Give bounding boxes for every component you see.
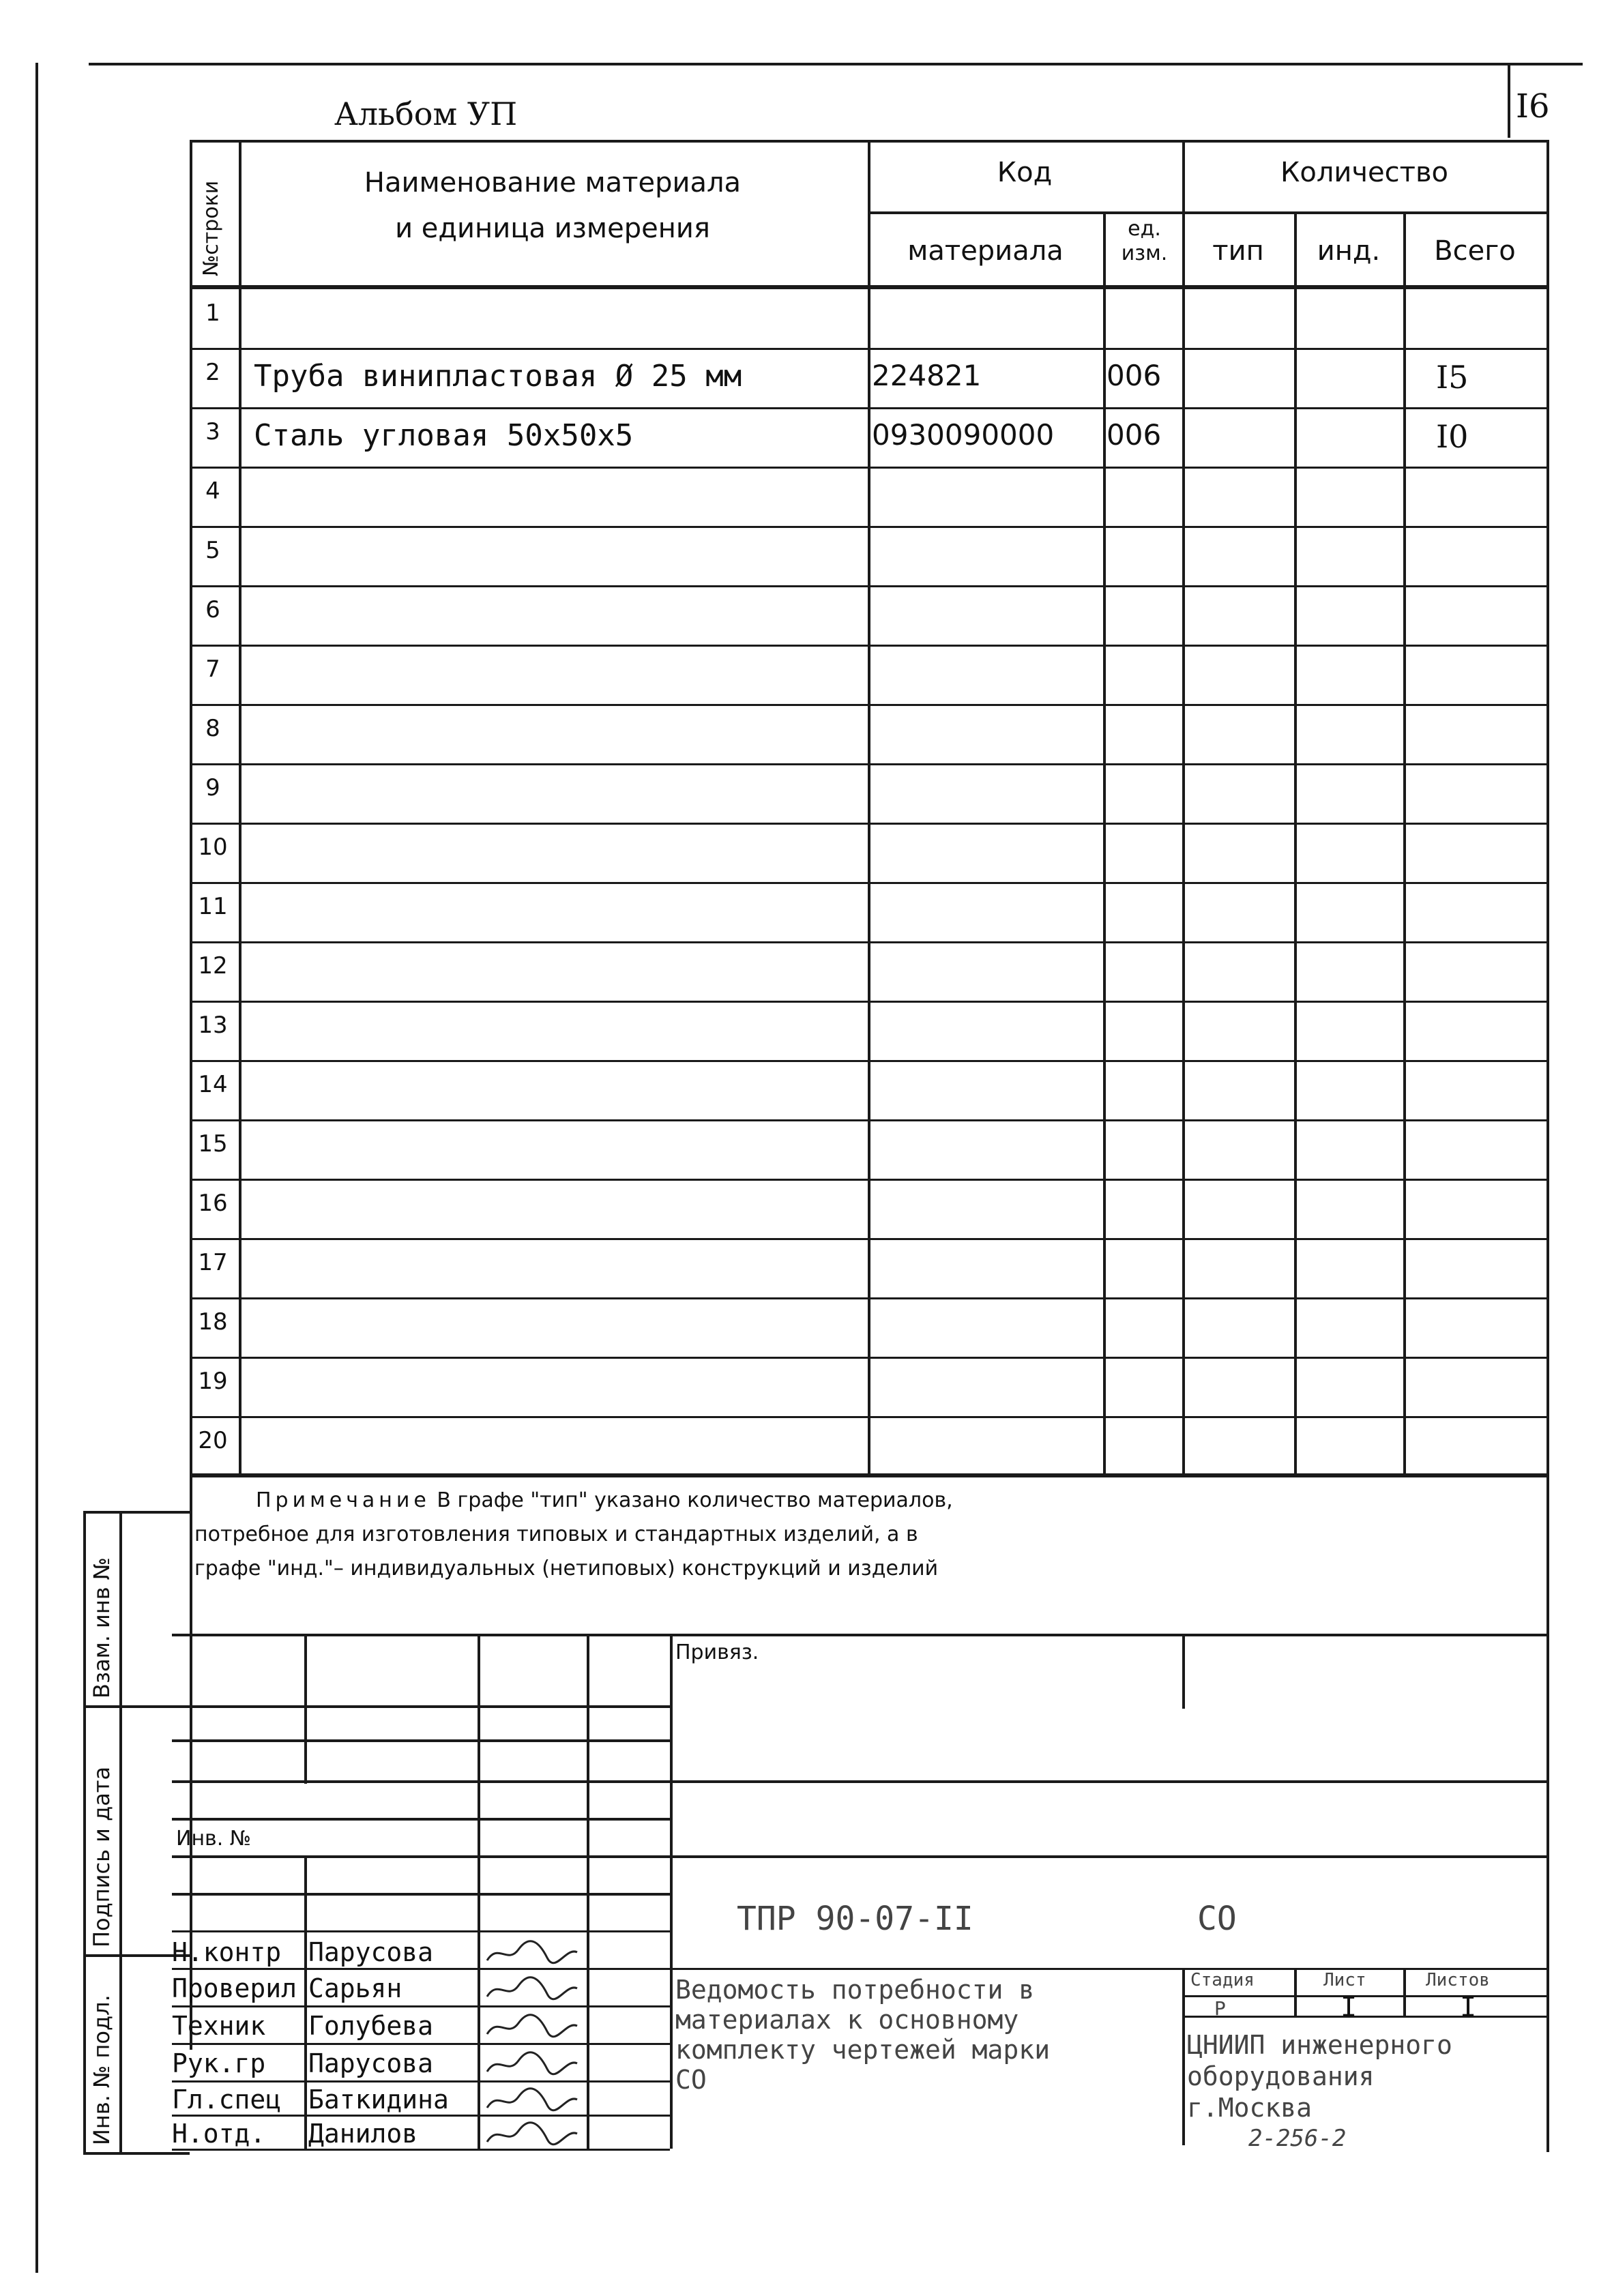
handwritten-signature xyxy=(484,2119,580,2150)
row-number: 19 xyxy=(198,1368,228,1395)
material-name: Труба винипластовая Ø 25 мм xyxy=(254,359,742,394)
row-number-header: №строки xyxy=(199,180,223,276)
material-name: Сталь угловая 50х50х5 xyxy=(254,418,634,453)
note-lead: Примечание xyxy=(256,1488,430,1512)
sheet-description xyxy=(675,1975,1050,2095)
table-note xyxy=(194,1484,965,1586)
document-suffix: СО xyxy=(1197,1900,1237,1938)
signature-name: Парусова xyxy=(308,1937,434,1967)
signature-name: Баткидина xyxy=(308,2085,449,2115)
description-line: материалах к основному xyxy=(675,2005,1019,2035)
org-line: оборудования xyxy=(1187,2061,1375,2091)
org-line: г.Москва xyxy=(1187,2093,1313,2123)
name-header: Наименование материала xyxy=(364,167,742,198)
row-number: 8 xyxy=(205,715,220,742)
sheets-header: Листов xyxy=(1426,1970,1490,1990)
material-code: 224821 xyxy=(872,359,982,392)
stage-header: Стадия xyxy=(1190,1970,1255,1990)
code-material-header: материала xyxy=(907,235,1064,267)
privyaz-label: Привяз. xyxy=(675,1640,759,1664)
row-number: 20 xyxy=(198,1427,228,1454)
row-number: 5 xyxy=(205,537,220,564)
podpis-label: Подпись и дата xyxy=(89,1766,115,1947)
row-number: 11 xyxy=(198,893,228,920)
unit-code: 006 xyxy=(1107,359,1162,392)
row-number: 10 xyxy=(198,834,228,861)
handwritten-signature xyxy=(484,2048,580,2080)
description-line: комплекту чертежей марки xyxy=(675,2035,1051,2065)
qty-total: I5 xyxy=(1436,359,1469,396)
signature-role: Н.отд. xyxy=(172,2119,266,2149)
signature-name: Голубева xyxy=(308,2011,434,2041)
signature-name: Данилов xyxy=(308,2119,418,2149)
sheets-value: I xyxy=(1460,1992,1477,2023)
description-line: СО xyxy=(675,2065,707,2095)
vzam-label: Взам. инв № xyxy=(89,1557,115,1698)
row-number: 12 xyxy=(198,952,228,980)
inv-label: Инв. № подл. xyxy=(89,1995,115,2145)
sheet-value: I xyxy=(1340,1992,1358,2023)
row-number: 6 xyxy=(205,596,220,623)
sheet-header: Лист xyxy=(1323,1970,1366,1990)
signature-role: Гл.спец xyxy=(172,2085,282,2115)
organization xyxy=(1187,2029,1452,2123)
row-number: 1 xyxy=(205,299,220,327)
row-number: 3 xyxy=(205,418,220,445)
handwritten-signature xyxy=(484,1973,580,2005)
qty-total-header: Всего xyxy=(1434,235,1516,267)
row-number: 4 xyxy=(205,477,220,505)
signature-role: Рук.гр xyxy=(172,2048,266,2078)
handwritten-signature xyxy=(484,2085,580,2116)
qty-total: I0 xyxy=(1436,418,1469,455)
qty-type-header: тип xyxy=(1212,235,1264,267)
row-number: 13 xyxy=(198,1012,228,1039)
stamp-number: 2-256-2 xyxy=(1248,2125,1347,2152)
handwritten-signature xyxy=(484,2011,580,2042)
row-number: 7 xyxy=(205,656,220,683)
row-number: 14 xyxy=(198,1071,228,1098)
row-number: 17 xyxy=(198,1249,228,1276)
document-code: ТПР 90-07-II xyxy=(737,1900,973,1938)
code-unit-header: ед. изм. xyxy=(1121,217,1168,265)
code-header: Код xyxy=(997,157,1053,188)
row-number: 18 xyxy=(198,1308,228,1336)
signature-role: Н.контр xyxy=(172,1937,282,1967)
name-header-line2: и единица измерения xyxy=(395,213,710,244)
material-code: 0930090000 xyxy=(872,418,1055,452)
stage-value: Р xyxy=(1214,1997,1226,2020)
unit-code: 006 xyxy=(1107,418,1162,452)
description-line: Ведомость потребности в xyxy=(675,1975,1035,2005)
inv-no-label: Инв. № xyxy=(176,1827,252,1851)
handwritten-signature xyxy=(484,1937,580,1969)
row-number: 16 xyxy=(198,1190,228,1217)
row-number: 15 xyxy=(198,1130,228,1158)
album-label: Альбом УП xyxy=(334,95,518,132)
org-line: ЦНИИП инженерного xyxy=(1187,2030,1452,2060)
note-text: В графе "тип" указано количество материалов, потребное для изготовления типовых и стандартных изделий, а в графе "инд."– индивидуальных (нетиповых) конструкций и изделий xyxy=(194,1488,953,1580)
signature-role: Проверил xyxy=(172,1973,297,2003)
row-number: 9 xyxy=(205,774,220,801)
qty-ind-header: инд. xyxy=(1317,235,1381,267)
row-number: 2 xyxy=(205,359,220,386)
quantity-header: Количество xyxy=(1280,157,1448,188)
sheet-number: I6 xyxy=(1516,87,1550,126)
signature-role: Техник xyxy=(172,2011,266,2041)
signature-name: Сарьян xyxy=(308,1973,402,2003)
signature-name: Парусова xyxy=(308,2048,434,2078)
